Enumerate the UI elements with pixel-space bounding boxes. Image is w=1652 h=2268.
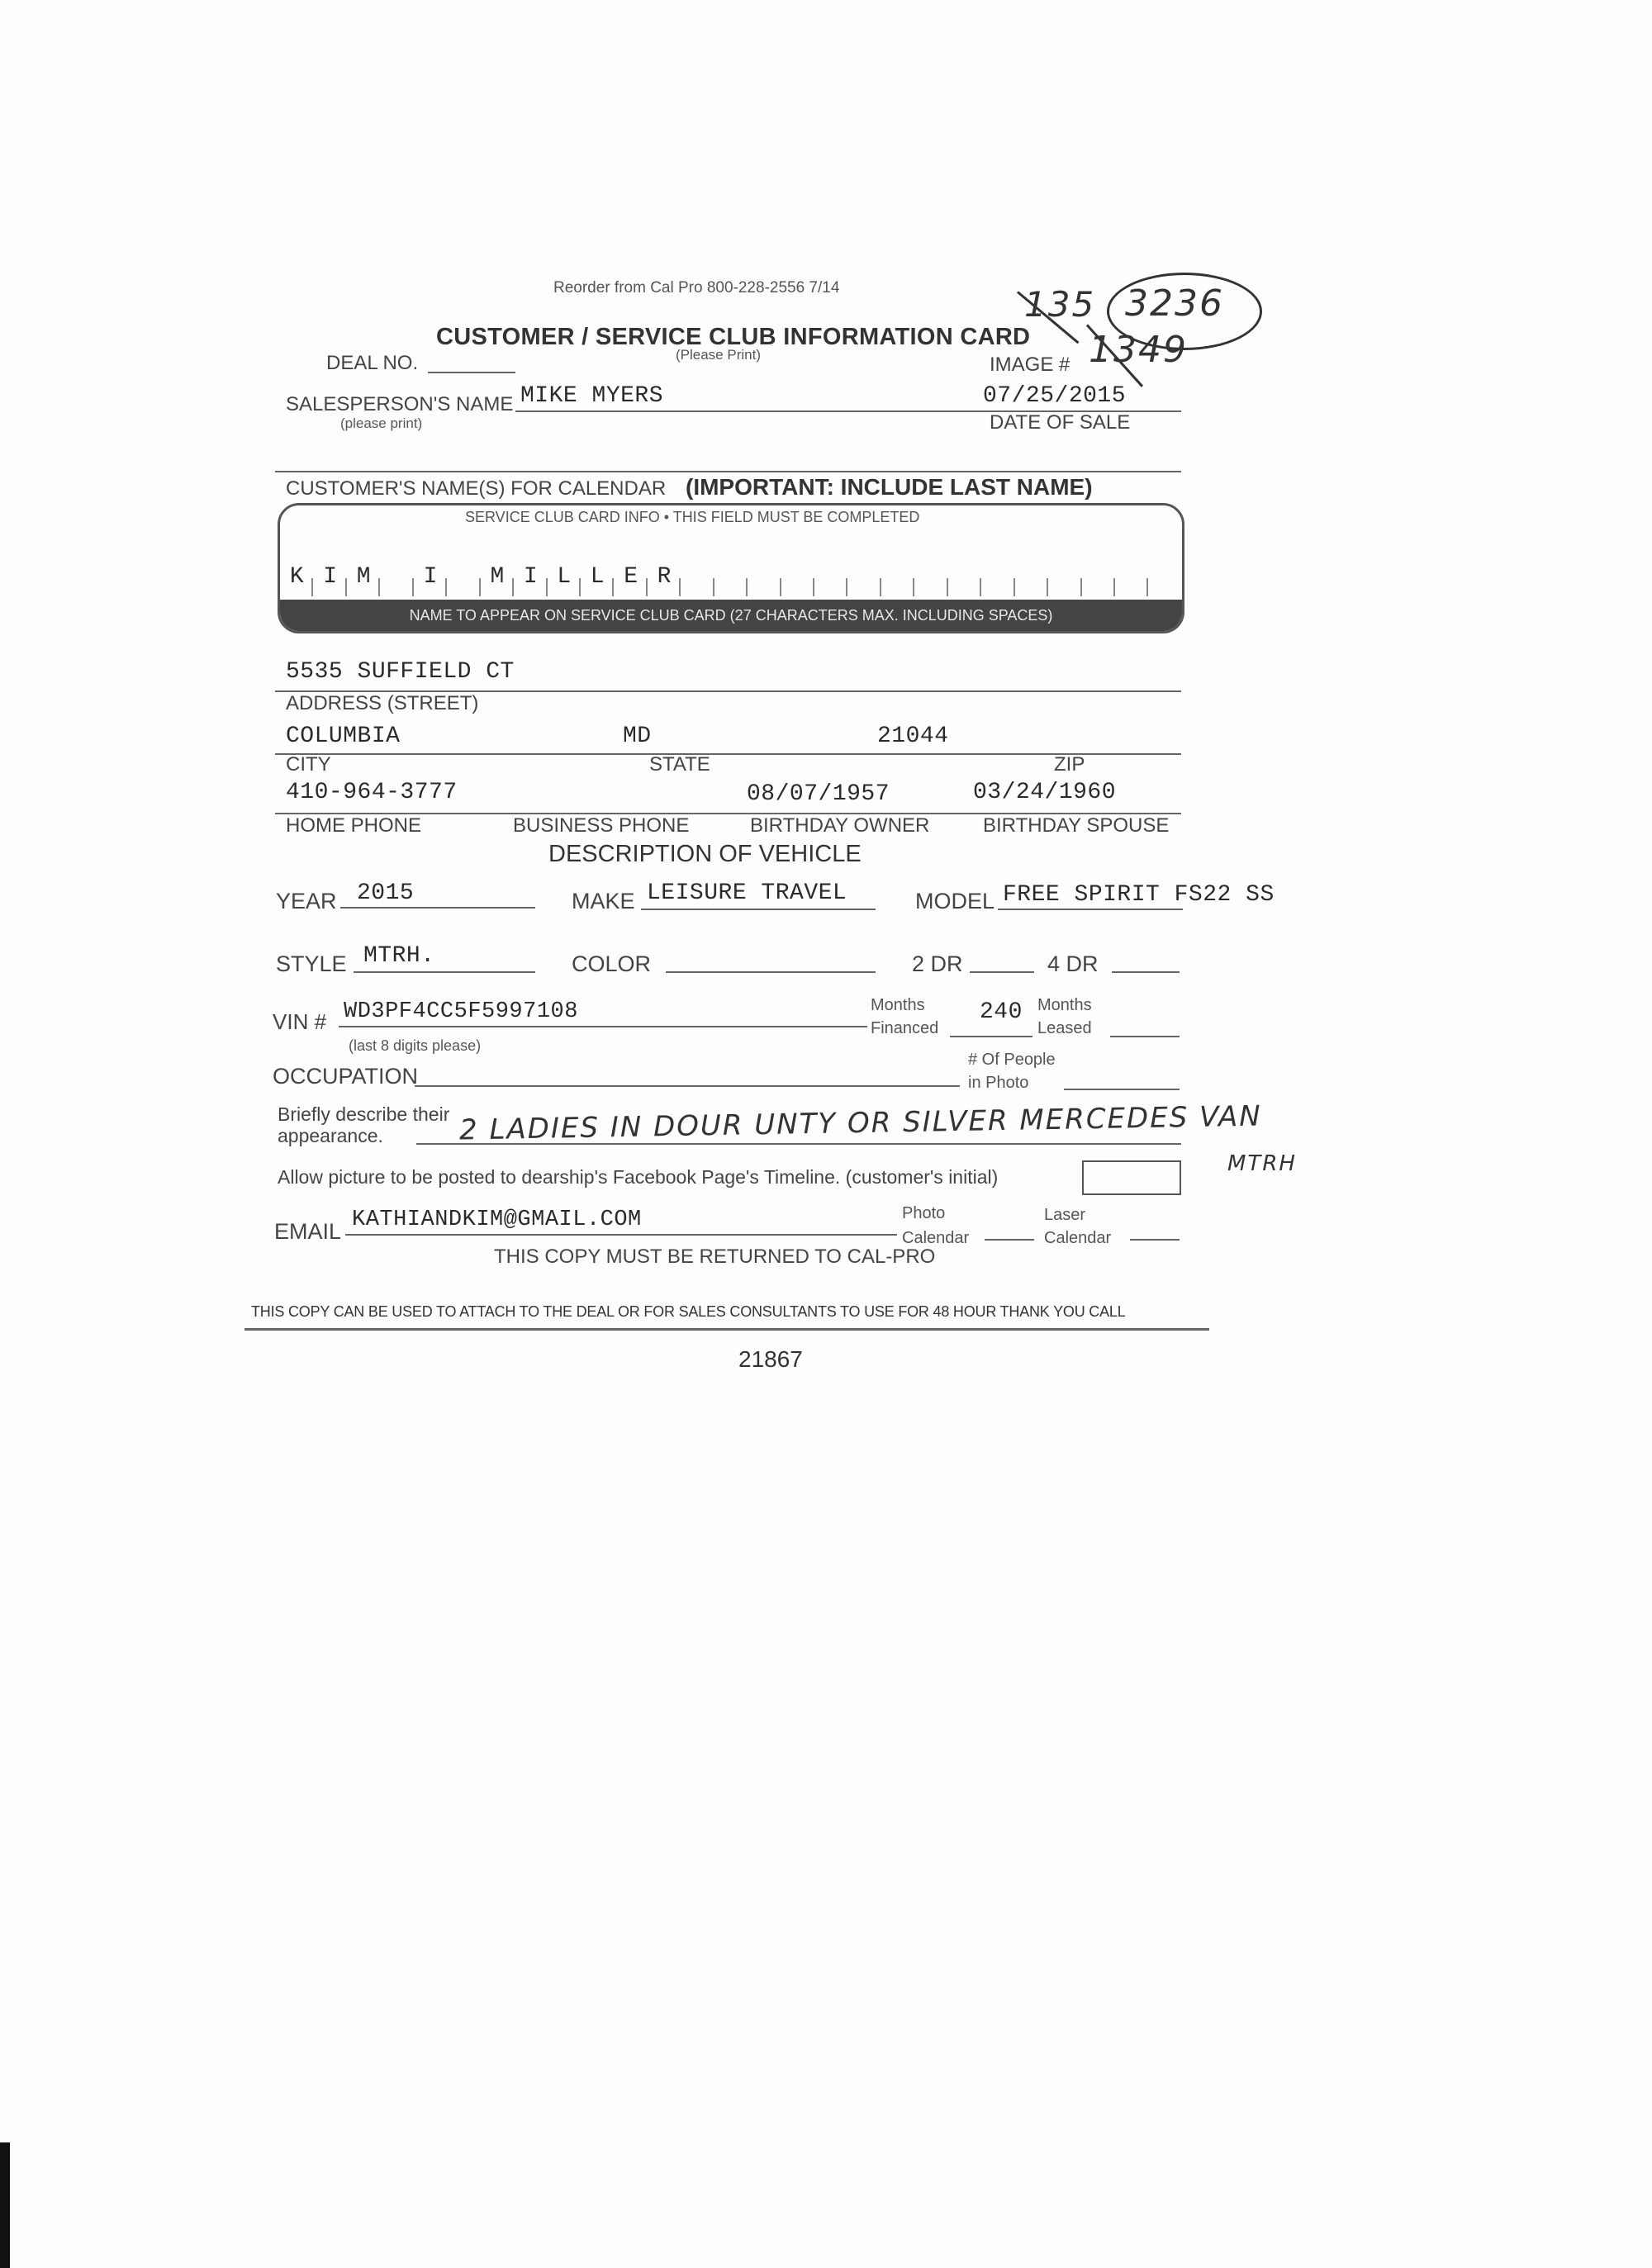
deal-no-label: DEAL NO. <box>326 352 419 374</box>
salesperson-sub-label: (please print) <box>340 415 423 431</box>
divider-line <box>275 471 1181 472</box>
date-of-sale-value[interactable]: 07/25/2015 <box>983 383 1127 409</box>
home-phone-label: HOME PHONE <box>286 814 422 837</box>
months-financed-bottom: Financed <box>871 1019 939 1037</box>
two-door-label: 2 DR <box>912 951 963 976</box>
card-name-bar: NAME TO APPEAR ON SERVICE CLUB CARD (27 CHARACTERS MAX. INCLUDING SPACES) <box>280 600 1182 631</box>
months-financed-top: Months <box>871 996 925 1014</box>
appearance-handwritten-extra: MTRH <box>1227 1151 1297 1176</box>
vin-label: VIN # <box>273 1009 327 1034</box>
birthday-spouse-label: BIRTHDAY SPOUSE <box>983 814 1170 837</box>
service-club-card-box <box>278 503 1184 633</box>
birthday-owner-label: BIRTHDAY OWNER <box>750 814 930 837</box>
card-name-cells[interactable] <box>280 555 1182 600</box>
please-print-note: (Please Print) <box>676 347 761 363</box>
occupation-label: OCCUPATION <box>273 1064 419 1089</box>
salesperson-label: SALESPERSON'S NAME <box>286 393 514 415</box>
card-name-cell[interactable]: M <box>481 555 514 600</box>
make-underline <box>641 909 876 910</box>
style-value[interactable]: MTRH. <box>363 943 435 969</box>
city-underline <box>275 753 1181 755</box>
card-name-cell[interactable] <box>814 555 847 600</box>
card-name-cell[interactable] <box>380 555 413 600</box>
state-label: STATE <box>649 753 710 776</box>
date-of-sale-label: DATE OF SALE <box>990 411 1131 434</box>
photo-calendar-bottom: Calendar <box>902 1229 970 1247</box>
four-door-field[interactable] <box>1112 971 1180 973</box>
image-label: IMAGE # <box>990 353 1070 376</box>
months-leased-top: Months <box>1037 996 1092 1014</box>
vin-sub-label: (last 8 digits please) <box>349 1037 482 1054</box>
city-value[interactable]: COLUMBIA <box>286 724 401 749</box>
appearance-underline <box>416 1143 1181 1145</box>
return-notice: THIS COPY MUST BE RETURNED TO CAL-PRO <box>494 1246 936 1268</box>
footer-rule <box>244 1328 1209 1331</box>
handwritten-circled-number: 3236 <box>1125 282 1224 325</box>
people-field[interactable] <box>1064 1089 1180 1090</box>
model-label: MODEL <box>915 889 995 913</box>
months-financed-underline <box>950 1036 1032 1037</box>
street-label: ADDRESS (STREET) <box>286 692 479 714</box>
service-club-info-label: SERVICE CLUB CARD INFO • THIS FIELD MUST BE COMPLETED <box>465 509 920 525</box>
model-underline <box>998 909 1183 910</box>
handwritten-top-number: 135 <box>1024 284 1096 325</box>
vin-underline <box>339 1026 867 1027</box>
vin-value[interactable]: WD3PF4CC5F5997108 <box>344 999 578 1024</box>
appearance-label-top: Briefly describe their <box>278 1103 450 1125</box>
card-name-cell[interactable]: I <box>414 555 447 600</box>
card-name-cell[interactable]: K <box>280 555 313 600</box>
card-name-cell[interactable] <box>748 555 781 600</box>
color-field[interactable] <box>666 971 876 973</box>
card-name-cell[interactable]: L <box>581 555 614 600</box>
street-value[interactable]: 5535 SUFFIELD CT <box>286 659 515 685</box>
business-phone-label: BUSINESS PHONE <box>513 814 690 837</box>
model-value[interactable]: FREE SPIRIT FS22 SS <box>1003 882 1275 908</box>
card-name-cell[interactable]: R <box>648 555 681 600</box>
vehicle-heading: DESCRIPTION OF VEHICLE <box>548 841 862 867</box>
birthday-spouse-value[interactable]: 03/24/1960 <box>973 780 1117 805</box>
card-name-cell[interactable] <box>681 555 714 600</box>
customer-names-label: CUSTOMER'S NAME(S) FOR CALENDAR <box>286 477 667 500</box>
card-name-cell[interactable]: I <box>313 555 346 600</box>
birthday-owner-value[interactable]: 08/07/1957 <box>747 781 890 807</box>
card-name-cell[interactable] <box>1048 555 1081 600</box>
serial-number: 21867 <box>738 1346 803 1372</box>
copy-usage-notice: THIS COPY CAN BE USED TO ATTACH TO THE DEAL OR FOR SALES CONSULTANTS TO USE FOR 48 HOUR THANK YOU CALL <box>251 1303 1126 1320</box>
laser-calendar-top: Laser <box>1044 1206 1086 1224</box>
months-financed-value[interactable]: 240 <box>980 999 1023 1025</box>
people-bottom-label: in Photo <box>968 1074 1029 1092</box>
card-name-cell[interactable] <box>447 555 480 600</box>
card-name-cell[interactable]: I <box>514 555 547 600</box>
card-name-cell[interactable] <box>1082 555 1115 600</box>
customer-initial-box[interactable] <box>1082 1160 1181 1195</box>
card-name-cell[interactable]: L <box>548 555 581 600</box>
four-door-label: 4 DR <box>1047 951 1099 976</box>
reorder-text: Reorder from Cal Pro 800-228-2556 7/14 <box>553 279 840 297</box>
photo-calendar-field[interactable] <box>985 1239 1034 1241</box>
laser-calendar-bottom: Calendar <box>1044 1229 1112 1247</box>
months-leased-field[interactable] <box>1110 1036 1180 1037</box>
zip-label: ZIP <box>1054 753 1085 776</box>
city-label: CITY <box>286 753 331 776</box>
facebook-permission-label: Allow picture to be posted to dearship's Facebook Page's Timeline. (customer's initial) <box>278 1166 999 1188</box>
people-top-label: # Of People <box>968 1051 1056 1069</box>
card-name-cell[interactable] <box>781 555 814 600</box>
color-label: COLOR <box>572 951 652 976</box>
appearance-label-bottom: appearance. <box>278 1125 383 1146</box>
style-label: STYLE <box>276 951 347 976</box>
year-underline <box>340 907 535 909</box>
email-underline <box>345 1234 897 1236</box>
card-name-cell[interactable]: E <box>614 555 647 600</box>
card-name-cell[interactable]: M <box>347 555 380 600</box>
photo-calendar-top: Photo <box>902 1204 946 1222</box>
two-door-field[interactable] <box>970 971 1034 973</box>
handwritten-image-number: 1349 <box>1089 329 1188 371</box>
card-name-cell[interactable] <box>1148 555 1181 600</box>
year-value[interactable]: 2015 <box>357 880 415 906</box>
laser-calendar-field[interactable] <box>1130 1239 1180 1241</box>
make-label: MAKE <box>572 889 635 913</box>
card-name-cell[interactable] <box>1115 555 1148 600</box>
deal-no-field[interactable] <box>428 372 515 373</box>
year-label: YEAR <box>276 889 337 913</box>
appearance-handwritten-value[interactable]: 2 LADIES IN DOUR UNTY OR SILVER MERCEDES VAN <box>458 1099 1262 1147</box>
card-name-cell[interactable] <box>914 555 947 600</box>
salesperson-value[interactable]: MIKE MYERS <box>520 383 664 409</box>
scan-edge-bar <box>0 2142 10 2268</box>
occupation-field[interactable] <box>415 1085 960 1087</box>
style-underline <box>354 971 535 973</box>
include-last-name-note: (IMPORTANT: INCLUDE LAST NAME) <box>686 474 1093 500</box>
form-title: CUSTOMER / SERVICE CLUB INFORMATION CARD <box>436 324 1031 350</box>
email-value[interactable]: KATHIANDKIM@GMAIL.COM <box>352 1208 642 1232</box>
card-name-cell[interactable] <box>981 555 1014 600</box>
zip-value[interactable]: 21044 <box>877 724 949 749</box>
card-name-cell[interactable] <box>847 555 881 600</box>
home-phone-value[interactable]: 410-964-3777 <box>286 780 458 805</box>
email-label: EMAIL <box>274 1219 342 1244</box>
make-value[interactable]: LEISURE TRAVEL <box>647 880 847 906</box>
card-name-cell[interactable] <box>948 555 981 600</box>
months-leased-bottom: Leased <box>1037 1019 1092 1037</box>
card-name-cell[interactable] <box>714 555 748 600</box>
card-name-cell[interactable] <box>1015 555 1048 600</box>
card-name-cell[interactable] <box>881 555 914 600</box>
state-value[interactable]: MD <box>623 724 652 749</box>
